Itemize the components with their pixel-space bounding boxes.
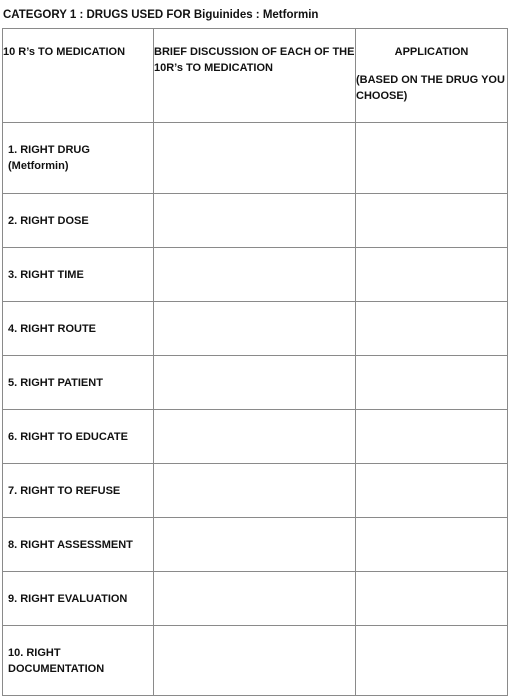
discussion-cell[interactable]	[154, 356, 356, 410]
discussion-cell[interactable]	[154, 572, 356, 626]
table-row	[3, 194, 508, 248]
row-label	[3, 248, 154, 302]
table-row	[3, 410, 508, 464]
row-label	[3, 464, 154, 518]
application-cell[interactable]	[356, 302, 508, 356]
table-row	[3, 248, 508, 302]
row-sublabel-text: (Metformin)	[8, 160, 69, 172]
row-label-text: 2. RIGHT DOSE	[8, 214, 89, 227]
table-row	[3, 626, 508, 696]
application-cell[interactable]	[356, 626, 508, 696]
row-label-text: 6. RIGHT TO EDUCATE	[8, 430, 128, 443]
row-label	[3, 194, 154, 248]
table-row	[3, 302, 508, 356]
application-cell[interactable]	[356, 194, 508, 248]
row-sublabel-text: DOCUMENTATION	[8, 662, 105, 675]
row-label	[3, 302, 154, 356]
discussion-cell[interactable]	[154, 123, 356, 194]
row-label	[3, 572, 154, 626]
header-application-title: APPLICATION	[394, 46, 469, 58]
ten-rights-table	[2, 28, 508, 696]
application-cell[interactable]	[356, 464, 508, 518]
row-label-text: 3. RIGHT TIME	[8, 268, 84, 281]
row-label	[3, 123, 154, 194]
discussion-cell[interactable]	[154, 626, 356, 696]
header-brief-discussion: BRIEF DISCUSSION OF EACH OF THE 10R’s TO MEDICATION	[154, 29, 356, 123]
discussion-cell[interactable]	[154, 518, 356, 572]
table-row	[3, 518, 508, 572]
row-label-text: 8. RIGHT ASSESSMENT	[8, 538, 133, 551]
category-title: CATEGORY 1 : DRUGS USED FOR Biguinides : Metformin	[3, 9, 319, 21]
application-cell[interactable]	[356, 410, 508, 464]
table-row	[3, 464, 508, 518]
discussion-cell[interactable]	[154, 194, 356, 248]
row-label-text: 7. RIGHT TO REFUSE	[8, 484, 121, 497]
header-application-note: (BASED ON THE DRUG YOU CHOOSE)	[356, 74, 505, 102]
application-cell[interactable]	[356, 356, 508, 410]
row-label-text: 1. RIGHT DRUG	[8, 144, 90, 156]
row-label-text: 10. RIGHT	[8, 646, 61, 659]
application-cell[interactable]	[356, 572, 508, 626]
header-application	[356, 29, 508, 123]
header-ten-rights: 10 R’s TO MEDICATION	[3, 29, 154, 123]
discussion-cell[interactable]	[154, 410, 356, 464]
row-label	[3, 626, 154, 696]
table-row	[3, 123, 508, 194]
row-label-text: 4. RIGHT ROUTE	[8, 322, 97, 335]
row-label-text: 5. RIGHT PATIENT	[8, 376, 103, 389]
row-label-text: 9. RIGHT EVALUATION	[8, 592, 128, 605]
table-row	[3, 572, 508, 626]
row-label	[3, 356, 154, 410]
application-cell[interactable]	[356, 248, 508, 302]
application-cell[interactable]	[356, 123, 508, 194]
table-header-row	[3, 29, 508, 123]
discussion-cell[interactable]	[154, 464, 356, 518]
application-cell[interactable]	[356, 518, 508, 572]
row-label	[3, 518, 154, 572]
table-row	[3, 356, 508, 410]
discussion-cell[interactable]	[154, 302, 356, 356]
discussion-cell[interactable]	[154, 248, 356, 302]
row-label	[3, 410, 154, 464]
